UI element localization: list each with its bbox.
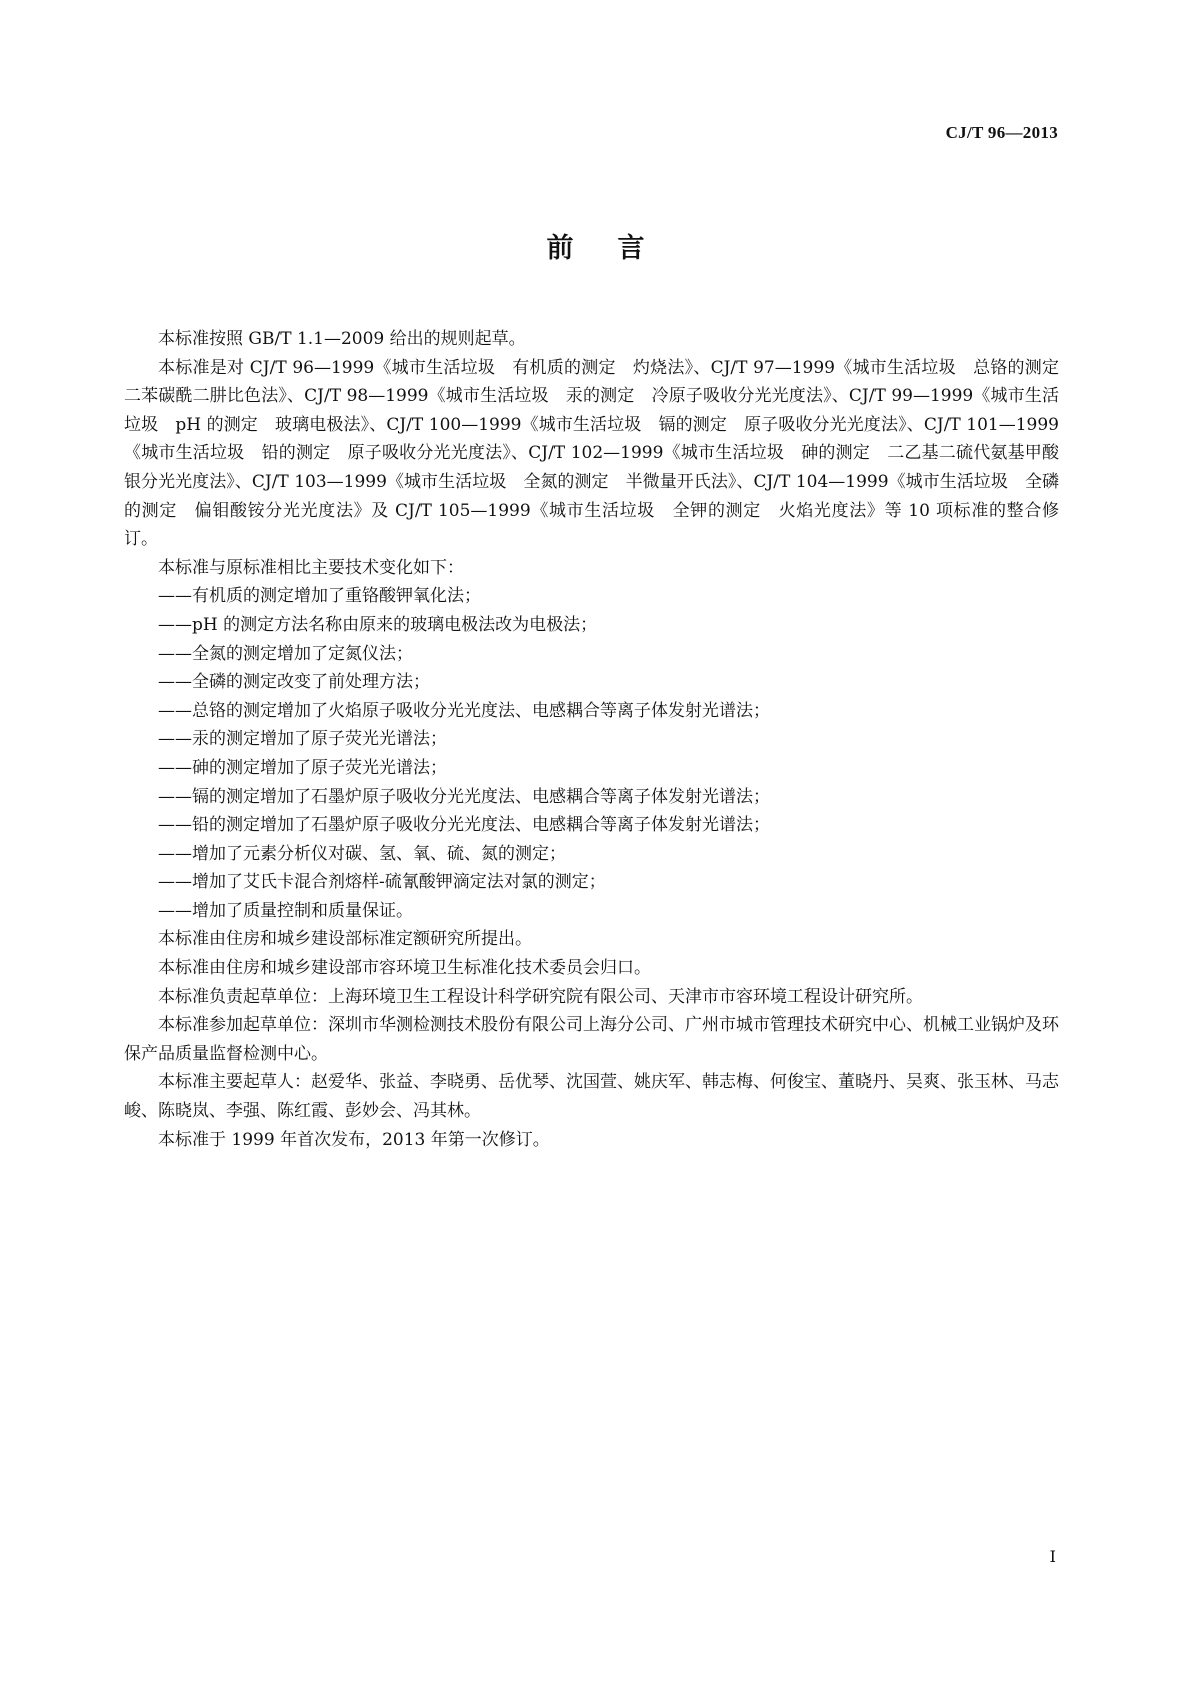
- page-title: 前言: [546, 233, 689, 264]
- list-item: ——增加了艾氏卡混合剂熔样-硫氰酸钾滴定法对氯的测定；: [158, 872, 606, 893]
- list-item: ——砷的测定增加了原子荧光光谱法；: [158, 757, 447, 778]
- lead-drafting-units-paragraph: 本标准负责起草单位：上海环境卫生工程设计科学研究院有限公司、天津市市容环境工程设计研究所。: [158, 986, 923, 1007]
- intro-paragraph-drafting-rules: 本标准按照 GB/T 1.1—2009 给出的规则起草。: [158, 329, 526, 349]
- participating-drafting-units-paragraph: 本标准参加起草单位：深圳市华测检测技术股份有限公司上海分公司、广州市城市管理技术研究中心、机械工业锅炉及环保产品质量监督检测中心。: [124, 1015, 1059, 1064]
- changes-list: [124, 582, 1059, 925]
- publication-history-paragraph: 本标准于 1999 年首次发布，2013 年第一次修订。: [158, 1129, 550, 1150]
- intro-paragraph-changes-heading: 本标准与原标准相比主要技术变化如下：: [158, 557, 464, 578]
- proposer-paragraph: 本标准由住房和城乡建设部标准定额研究所提出。: [158, 929, 532, 950]
- list-item: ——增加了质量控制和质量保证。: [158, 900, 413, 921]
- list-item: ——汞的测定增加了原子荧光光谱法；: [158, 729, 447, 750]
- list-item: ——pH 的测定方法名称由原来的玻璃电极法改为电极法；: [158, 614, 598, 635]
- list-item: ——镉的测定增加了石墨炉原子吸收分光光度法、电感耦合等离子体发射光谱法；: [158, 786, 770, 807]
- list-item: ——总铬的测定增加了火焰原子吸收分光光度法、电感耦合等离子体发射光谱法；: [158, 700, 770, 721]
- list-item: ——增加了元素分析仪对碳、氢、氧、硫、氮的测定；: [158, 843, 566, 864]
- main-drafters-paragraph: 本标准主要起草人：赵爱华、张益、李晓勇、岳优琴、沈国萱、姚庆军、韩志梅、何俊宝、董晓丹、吴爽、张玉林、马志峻、陈晓岚、李强、陈红霞、彭妙会、冯其林。: [124, 1072, 1059, 1122]
- list-item: ——全磷的测定改变了前处理方法；: [158, 672, 430, 693]
- standard-code: CJ/T 96—2013: [945, 123, 1058, 142]
- list-item: ——全氮的测定增加了定氮仪法；: [158, 643, 413, 664]
- list-item: ——铅的测定增加了石墨炉原子吸收分光光度法、电感耦合等离子体发射光谱法；: [158, 815, 770, 836]
- list-item: ——有机质的测定增加了重铬酸钾氧化法；: [158, 586, 481, 607]
- page-number: I: [1049, 1547, 1056, 1566]
- document-body: [124, 325, 1076, 1154]
- committee-paragraph: 本标准由住房和城乡建设部市容环境卫生标准化技术委员会归口。: [158, 958, 651, 979]
- intro-paragraph-revision-scope: 本标准是对 CJ/T 96—1999《城市生活垃圾 有机质的测定 灼烧法》、CJ/T 97—1999《城市生活垃圾 总铬的测定 二苯碳酰二肼比色法》、CJ/T 98—1999《城市生活垃圾 汞的测定 冷原子吸收分光光度法》、CJ/T 99—1999《城市生活垃圾 pH 的测定 玻璃电极法》、CJ/T 100—1999《城市生活垃圾 镉的测定 原子吸收分光光度法》、CJ/T 101—1999《城市生活垃圾 铅的测定 原子吸收分光光度法》、CJ/T 102—1999《城市生活垃圾 砷的测定 二乙基二硫代氨基甲酸银分光光度法》、CJ/T 103—1999《城市生活垃圾 全氮的测定 半微量开氏法》、CJ/T 104—1999《城市生活垃圾 全磷的测定 偏钼酸铵分光光度法》及 CJ/T 105—1999《城市生活垃圾 全钾的测定 火焰光度法》等 10 项标准的整合修订。: [124, 357, 1076, 550]
